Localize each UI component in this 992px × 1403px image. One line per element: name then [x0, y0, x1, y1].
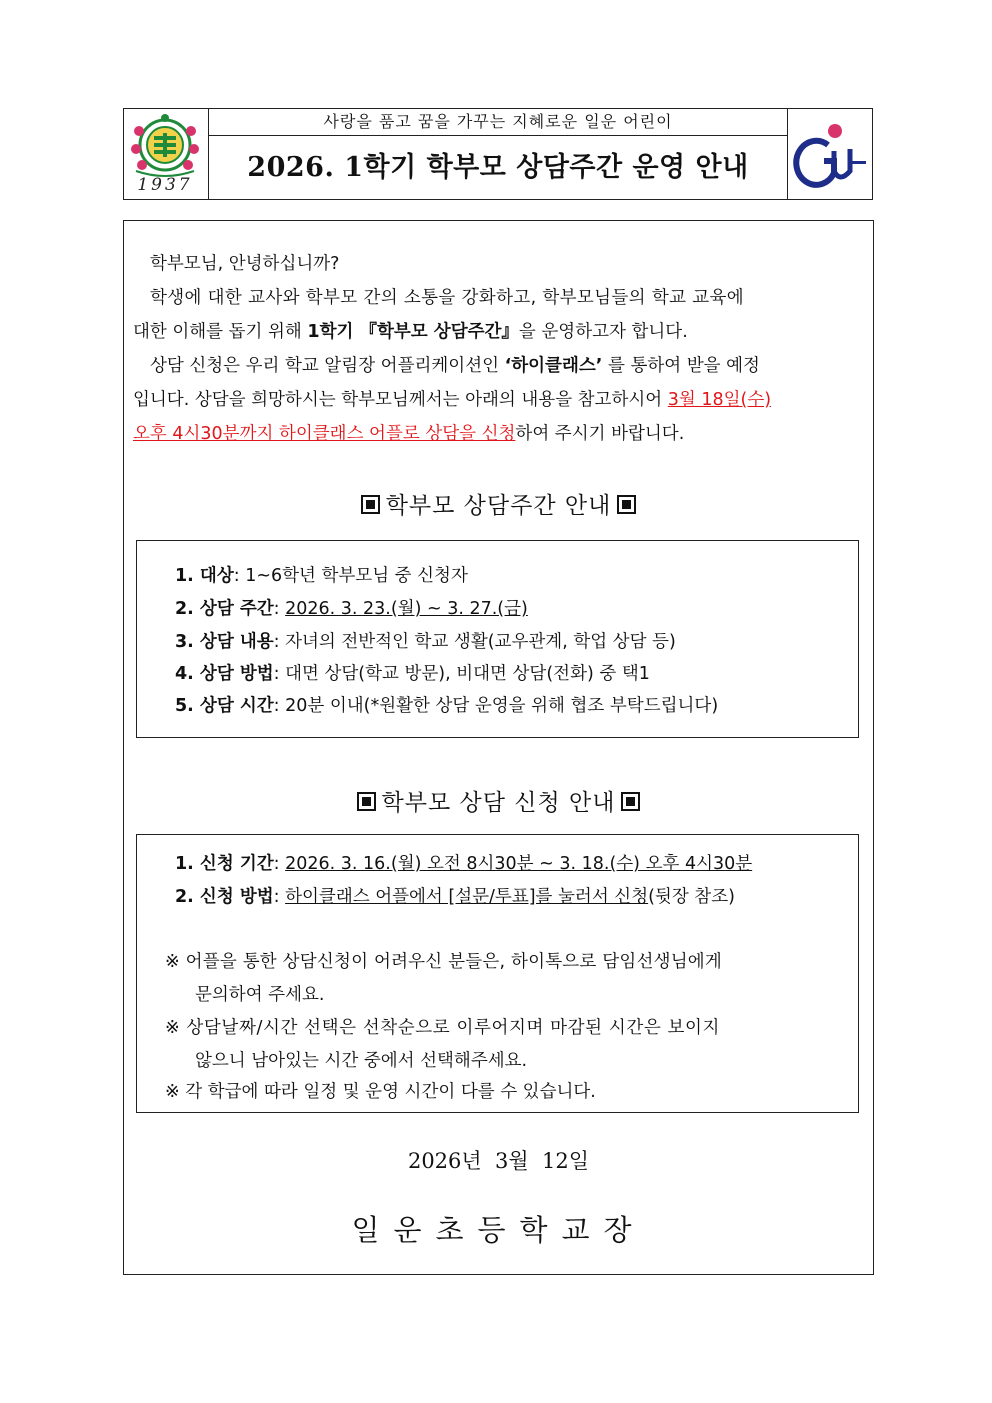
deadline-instruction: 오후 4시30분까지 하이클래스 어플로 상담을 신청 [133, 424, 516, 444]
square-bullet-icon [361, 495, 380, 514]
square-bullet-icon [617, 495, 636, 514]
intro-line-5: 입니다. 상담을 희망하시는 학부모님께서는 아래의 내용을 참고하시어 3월 18일(수) [133, 390, 772, 410]
education-office-logo-icon [788, 109, 870, 199]
info-item-period: 2. 상담 주간: 2026. 3. 23.(월) ~ 3. 27.(금) [175, 599, 528, 619]
section-title-application: 학부모 상담 신청 안내 [123, 784, 874, 817]
info-item-target: 1. 대상: 1~6학년 학부모님 중 신청자 [175, 566, 468, 586]
page-title: 2026. 1학기 학부모 상담주간 운영 안내 [247, 152, 749, 183]
emblem-year: 1937 [137, 175, 193, 195]
note-1-line-2: 문의하여 주세요. [195, 985, 325, 1005]
info-item-content: 3. 상담 내용: 자녀의 전반적인 학교 생활(교우관계, 학업 상담 등) [175, 632, 676, 652]
intro-line-3: 대한 이해를 돕기 위해 1학기 『학부모 상담주간』을 운영하고자 합니다. [133, 322, 688, 342]
intro-paragraph [133, 247, 866, 451]
greeting: 학부모님, 안녕하십니까? [150, 254, 340, 274]
note-1-line-1: ※ 어플을 통한 상담신청이 어려우신 분들은, 하이톡으로 담임선생님에게 [165, 952, 723, 972]
document-header [123, 108, 873, 200]
signer-title: 일운초등학교장 [351, 1213, 646, 1247]
intro-line-6: 오후 4시30분까지 하이클래스 어플로 상담을 신청하여 주시기 바랍니다. [133, 424, 685, 444]
school-emblem [124, 109, 209, 199]
intro-line-4: 상담 신청은 우리 학교 알림장 어플리케이션인 ‘하이클래스’ 를 통하여 받을 예정 [150, 356, 760, 376]
school-motto: 사랑을 품고 꿈을 가꾸는 지혜로운 일운 어린이 [209, 109, 787, 136]
section-title-counsel-week: 학부모 상담주간 안내 [123, 487, 874, 520]
apply-item-method: 2. 신청 방법: 하이클래스 어플에서 [설문/투표]를 눌러서 신청(뒷장 참조) [175, 887, 735, 907]
info-item-time: 5. 상담 시간: 20분 이내(*원활한 상담 운영을 위해 협조 부탁드립니다) [175, 696, 719, 716]
counsel-week-name: 1학기 『학부모 상담주간』 [307, 322, 519, 342]
note-2-line-2: 않으니 남아있는 시간 중에서 선택해주세요. [195, 1051, 528, 1071]
apply-item-period: 1. 신청 기간: 2026. 3. 16.(월) 오전 8시30분 ~ 3. 18.(수) 오후 4시30분 [175, 854, 753, 874]
document-date: 2026년 3월 12일 [407, 1149, 590, 1173]
info-item-method: 4. 상담 방법: 대면 상담(학교 방문), 비대면 상담(전화) 중 택1 [175, 664, 650, 684]
education-office-logo [787, 109, 872, 199]
deadline-date: 3월 18일(수) [667, 390, 772, 410]
note-3: ※ 각 학급에 따라 일정 및 운영 시간이 다를 수 있습니다. [165, 1082, 596, 1102]
note-2-line-1: ※ 상담날짜/시간 선택은 선착순으로 이루어지며 마감된 시간은 보이지 [165, 1018, 721, 1038]
square-bullet-icon [357, 792, 376, 811]
square-bullet-icon [621, 792, 640, 811]
app-name: ‘하이클래스’ [504, 356, 603, 376]
intro-line-2: 학생에 대한 교사와 학부모 간의 소통을 강화하고, 학부모님들의 학교 교육에 [150, 288, 745, 308]
